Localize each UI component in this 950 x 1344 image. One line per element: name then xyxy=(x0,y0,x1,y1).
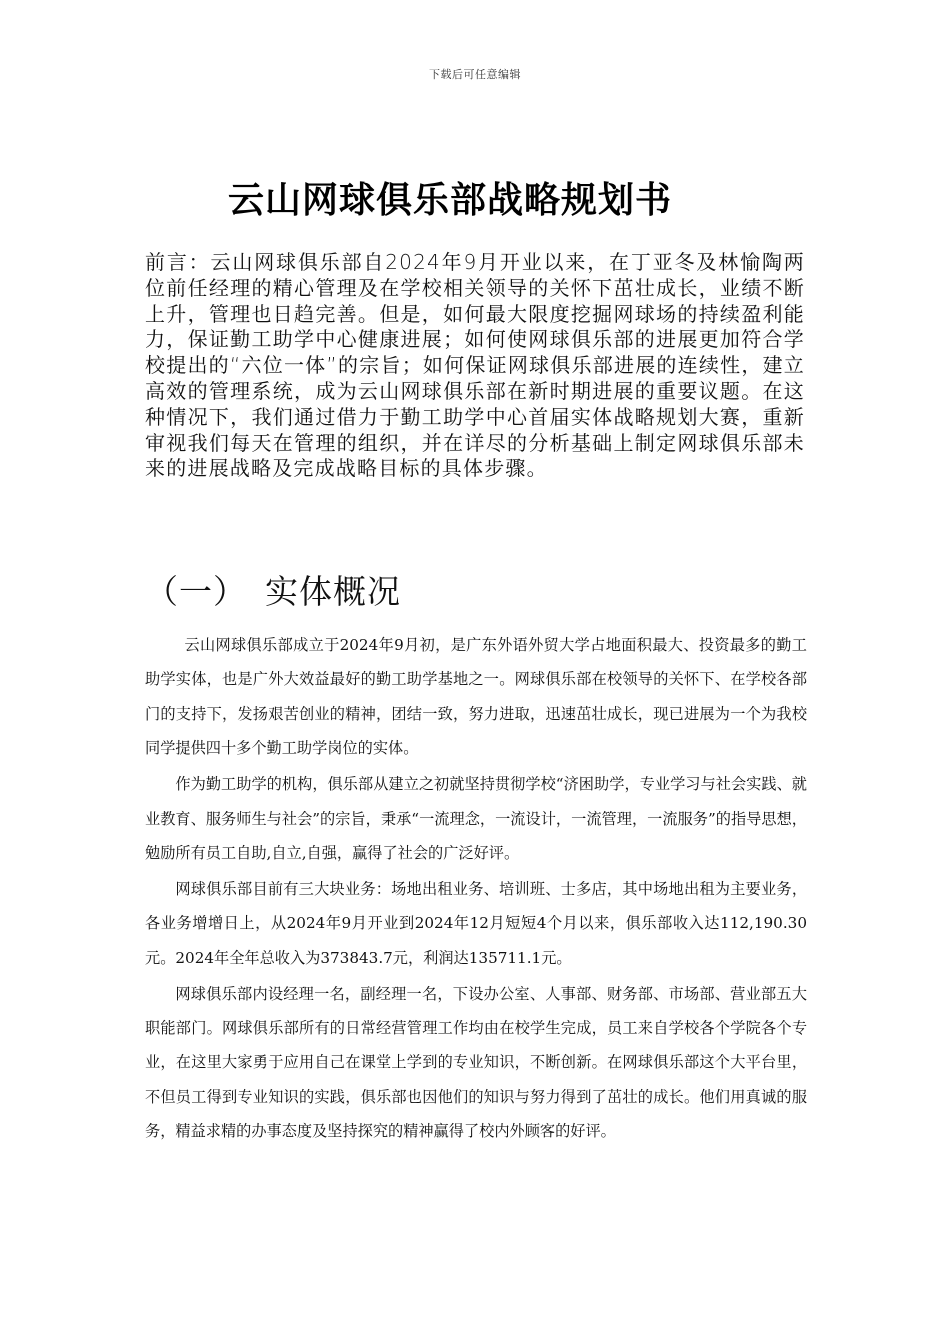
section-number: （一） xyxy=(145,572,247,611)
document-title: 云山网球俱乐部战略规划书 xyxy=(227,180,672,221)
preface-paragraph: 前言：云山网球俱乐部自2024年9月开业以来，在丁亚冬及林愉陶两位前任经理的精心管理及在学校相关领导的关怀下茁壮成长，业绩不断上升，管理也日趋完善。但是，如何最大限度挖掘网球场的持续盈利能力，保证勤工助学中心健康进展；如何使网球俱乐部的进展更加符合学校提出的“六位一体”的宗旨；如何保证网球俱乐部进展的连续性，建立高效的管理系统，成为云山网球俱乐部在新时期进展的重要议题。在这种情况下，我们通过借力于勤工助学中心首届实体战略规划大赛，重新审视我们每天在管理的组织，并在详尽的分析基础上制定网球俱乐部未来的进展战略及完成战略目标的具体步骤。 xyxy=(145,250,805,481)
section-body xyxy=(145,628,807,1150)
body-paragraph: 网球俱乐部目前有三大块业务：场地出租业务、培训班、士多店，其中场地出租为主要业务，各业务增增日上，从2024年9月开业到2024年12月短短4个月以来，俱乐部收入达112,190.30元。2024年全年总收入为373843.7元，利润达135711.1元。 xyxy=(145,879,807,967)
header-note: 下载后可任意编辑 xyxy=(429,68,521,81)
section-title: 实体概况 xyxy=(265,572,401,611)
body-paragraph: 网球俱乐部内设经理一名，副经理一名，下设办公室、人事部、财务部、市场部、营业部五大职能部门。网球俱乐部所有的日常经营管理工作均由在校学生完成，员工来自学校各个学院各个专业，在这里大家勇于应用自己在课堂上学到的专业知识，不断创新。在网球俱乐部这个大平台里，不但员工得到专业知识的实践，俱乐部也因他们的知识与努力得到了茁壮的成长。他们用真诚的服务，精益求精的办事态度及坚持探究的精神赢得了校内外顾客的好评。 xyxy=(145,984,807,1141)
body-paragraph: 作为勤工助学的机构，俱乐部从建立之初就坚持贯彻学校“济困助学，专业学习与社会实践、就业教育、服务师生与社会”的宗旨，秉承“一流理念，一流设计，一流管理，一流服务”的指导思想，勉励所有员工自助,自立,自强，赢得了社会的广泛好评。 xyxy=(145,775,807,862)
body-paragraph: 云山网球俱乐部成立于2024年9月初，是广东外语外贸大学占地面积最大、投资最多的勤工助学实体，也是广外大效益最好的勤工助学基地之一。网球俱乐部在校领导的关怀下、在学校各部门的支持下，发扬艰苦创业的精神，团结一致，努力进取，迅速茁壮成长，现已进展为一个为我校同学提供四十多个勤工助学岗位的实体。 xyxy=(145,636,807,758)
section-heading xyxy=(145,566,401,613)
